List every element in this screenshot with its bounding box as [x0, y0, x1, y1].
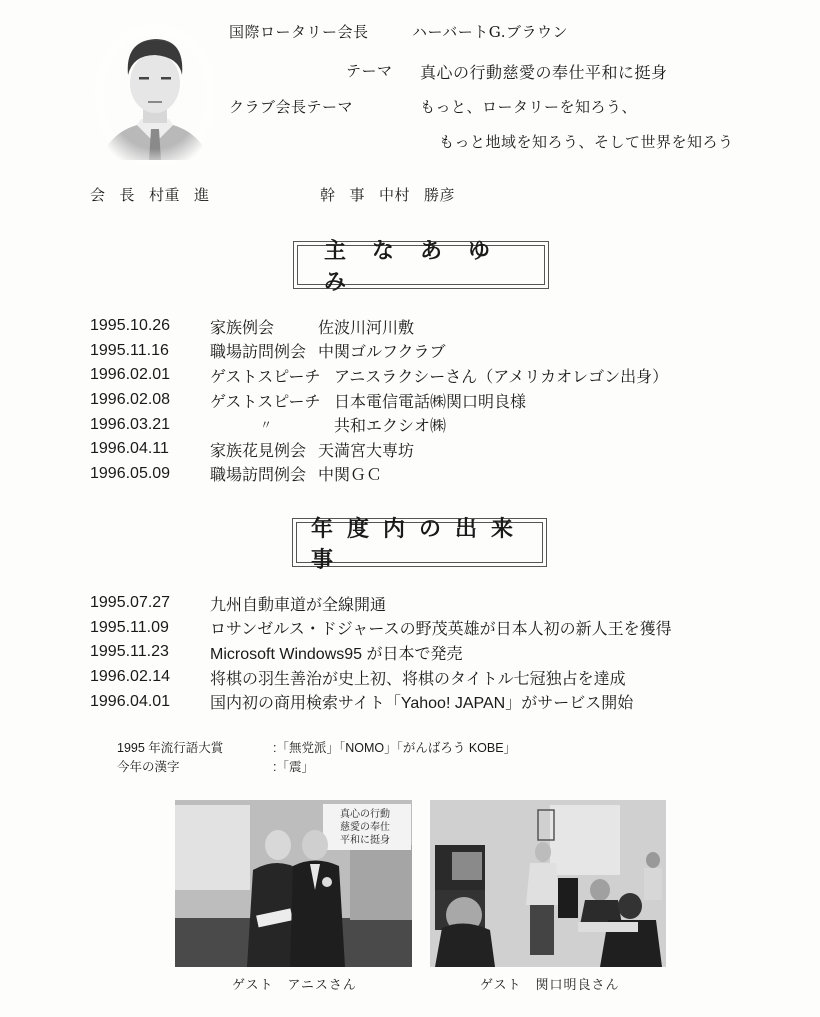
history-date: 1996.05.09: [90, 464, 171, 482]
history-list: [90, 314, 668, 486]
secretary-label-2: 事: [349, 186, 366, 204]
photo-image-icon: [175, 800, 412, 967]
trivia-label: 1995 年流行語大賞: [117, 740, 224, 755]
events-row: [90, 689, 672, 714]
events-text: Microsoft Windows95 が日本で発売: [210, 645, 463, 663]
events-date: 1996.02.14: [90, 668, 171, 686]
history-date: 1996.04.11: [90, 440, 169, 458]
photo-image-icon: [430, 800, 666, 967]
history-event: 家族例会: [210, 319, 275, 337]
president-name-2: 進: [194, 186, 210, 204]
history-row: [90, 412, 668, 437]
events-text: 国内初の商用検索サイト「Yahoo! JAPAN」がサービス開始: [210, 695, 634, 713]
president-line: [90, 184, 224, 205]
history-event: 職場訪問例会: [210, 344, 307, 362]
history-event: 職場訪問例会: [210, 467, 307, 485]
events-text: 将棋の羽生善治が史上初、将棋のタイトル七冠独占を達成: [210, 670, 626, 688]
events-heading: 年度内の出来事: [296, 522, 543, 563]
history-row: [90, 388, 668, 413]
history-row: [90, 339, 668, 364]
trivia-row: [117, 756, 516, 775]
theme-label: テーマ: [346, 62, 393, 80]
history-date: 1995.11.16: [90, 341, 169, 359]
secretary-label-1: 幹: [320, 186, 336, 204]
history-row: [90, 314, 668, 339]
events-date: 1995.07.27: [90, 594, 171, 612]
ri-president-label: 国際ロータリー会長: [229, 23, 369, 41]
history-event-ditto: 〃: [260, 418, 273, 433]
history-date: 1995.10.26: [90, 317, 171, 335]
events-row: [90, 616, 672, 641]
secretary-name-2: 勝彦: [424, 186, 456, 204]
history-row: [90, 437, 668, 462]
trivia-value: :「震」: [273, 759, 314, 774]
history-date: 1996.03.21: [90, 415, 171, 433]
sign-line-1: 真心の行動: [340, 809, 390, 820]
history-row: [90, 462, 668, 487]
history-row: [90, 363, 668, 388]
history-date: 1996.02.01: [90, 366, 171, 384]
history-detail: 中関ゴルフクラブ: [318, 344, 446, 362]
events-text: 九州自動車道が全線開通: [210, 596, 387, 614]
photo-caption-2: ゲスト 関口明良さん: [480, 978, 620, 993]
events-row: [90, 665, 672, 690]
theme-text: 真心の行動慈愛の奉仕平和に挺身: [420, 63, 668, 82]
photo-guest-sekiguchi: [430, 800, 666, 967]
history-detail: 中関ＧＣ: [318, 467, 383, 485]
photo-caption-1: ゲスト アニスさん: [232, 978, 357, 993]
club-theme-line-1: もっと、ロータリーを知ろう、: [420, 98, 638, 116]
trivia-value: :「無党派」「NOMO」「がんばろう KOBE」: [273, 740, 517, 755]
club-theme-label: クラブ会長テーマ: [229, 98, 354, 116]
history-detail: アニスラクシーさん（アメリカオレゴン出身）: [334, 368, 669, 386]
president-label-2: 長: [119, 186, 136, 204]
trivia-block: [117, 737, 516, 775]
events-date: 1995.11.23: [90, 643, 169, 661]
history-heading-box: [293, 238, 549, 294]
sign-line-3: 平和に挺身: [340, 835, 390, 846]
sign-line-2: 慈愛の奉仕: [340, 822, 390, 833]
history-event: ゲストスピーチ: [210, 368, 321, 386]
photo-guest-anis: [175, 800, 412, 967]
events-heading-box: [292, 515, 547, 573]
club-theme-line-2: もっと地域を知ろう、そして世界を知ろう: [439, 133, 734, 151]
trivia-label: 今年の漢字: [117, 759, 180, 774]
events-date: 1996.04.01: [90, 692, 171, 710]
events-row: [90, 591, 672, 616]
history-heading: 主なあゆみ: [297, 245, 545, 285]
events-text: ロサンゼルス・ドジャースの野茂英雄が日本人初の新人王を獲得: [210, 621, 672, 639]
history-detail: 日本電信電話㈱関口明良様: [334, 393, 527, 411]
history-date: 1996.02.08: [90, 391, 171, 409]
events-row: [90, 640, 672, 665]
secretary-line: [320, 184, 469, 205]
history-detail: 佐波川河川敷: [318, 319, 415, 337]
history-detail: 共和エクシオ㈱: [334, 418, 447, 436]
trivia-row: [117, 737, 516, 756]
secretary-name-1: 中村: [379, 186, 411, 204]
events-list: [90, 591, 672, 714]
history-detail: 天満宮大専坊: [318, 442, 415, 460]
portrait-photo-icon: [95, 25, 215, 165]
president-portrait: [95, 25, 215, 165]
president-label-1: 会: [90, 186, 106, 204]
events-date: 1995.11.09: [90, 618, 169, 636]
history-event: ゲストスピーチ: [210, 393, 321, 411]
ri-president-name: ハーバートG.ブラウン: [412, 23, 568, 41]
history-event: 家族花見例会: [210, 442, 307, 460]
president-name-1: 村重: [149, 186, 181, 204]
